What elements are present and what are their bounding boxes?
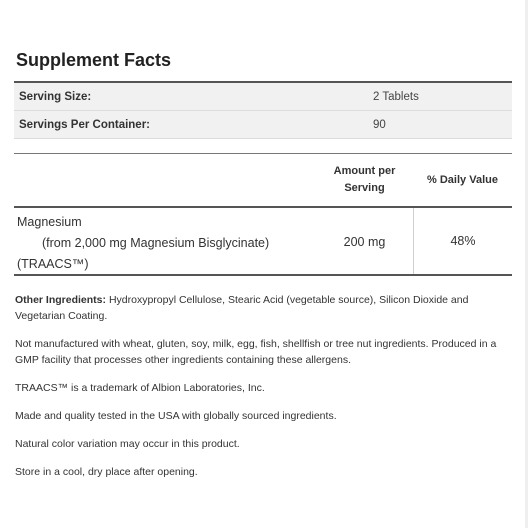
servings-per-container-value: 90: [373, 118, 386, 131]
nutrient-row: [14, 208, 512, 274]
color-statement: Natural color variation may occur in this product.: [15, 438, 240, 450]
nutrient-amount: 200 mg: [343, 234, 386, 249]
servings-per-container-row: [14, 111, 512, 139]
other-ingredients-text: Hydroxypropyl Cellulose, Stearic Acid (vegetable source), Silicon Dioxide and Vegetarian Coating.: [15, 294, 469, 322]
origin-statement: Made and quality tested in the USA with globally sourced ingredients.: [15, 410, 337, 422]
table-header: [14, 154, 512, 206]
serving-size-label: Serving Size:: [19, 90, 92, 103]
serving-size-row: [14, 83, 512, 111]
nutrient-name-cell: [14, 208, 316, 274]
other-ingredients-label: Other Ingredients:: [15, 294, 107, 306]
allergen-statement: Not manufactured with wheat, gluten, soy, milk, egg, fish, shellfish or tree nut ingredients. Produced in a GMP facility that processes other ingredients containing these allergens.: [15, 338, 497, 366]
servings-per-container-label: Servings Per Container:: [19, 118, 151, 131]
nutrient-trademark: (TRAACS™): [17, 257, 89, 271]
product-notes: [15, 292, 511, 492]
panel-title: Supplement Facts: [16, 50, 172, 70]
amount-column-header: [316, 154, 413, 206]
nutrient-daily-value: 48%: [413, 208, 512, 274]
daily-value-column-header: % Daily Value: [427, 174, 498, 186]
supplement-facts-panel: [14, 48, 512, 276]
nutrient-name: Magnesium: [17, 215, 82, 229]
other-ingredients: [15, 292, 511, 324]
storage-statement: Store in a cool, dry place after opening.: [15, 466, 198, 478]
nutrient-source: (from 2,000 mg Magnesium Bisglycinate): [42, 236, 270, 250]
amount-header-line-1: Amount per: [333, 165, 396, 177]
serving-size-value: 2 Tablets: [373, 90, 419, 103]
amount-header-line-2: Serving: [344, 182, 385, 194]
trademark-statement: TRAACS™ is a trademark of Albion Laboratories, Inc.: [15, 382, 265, 394]
